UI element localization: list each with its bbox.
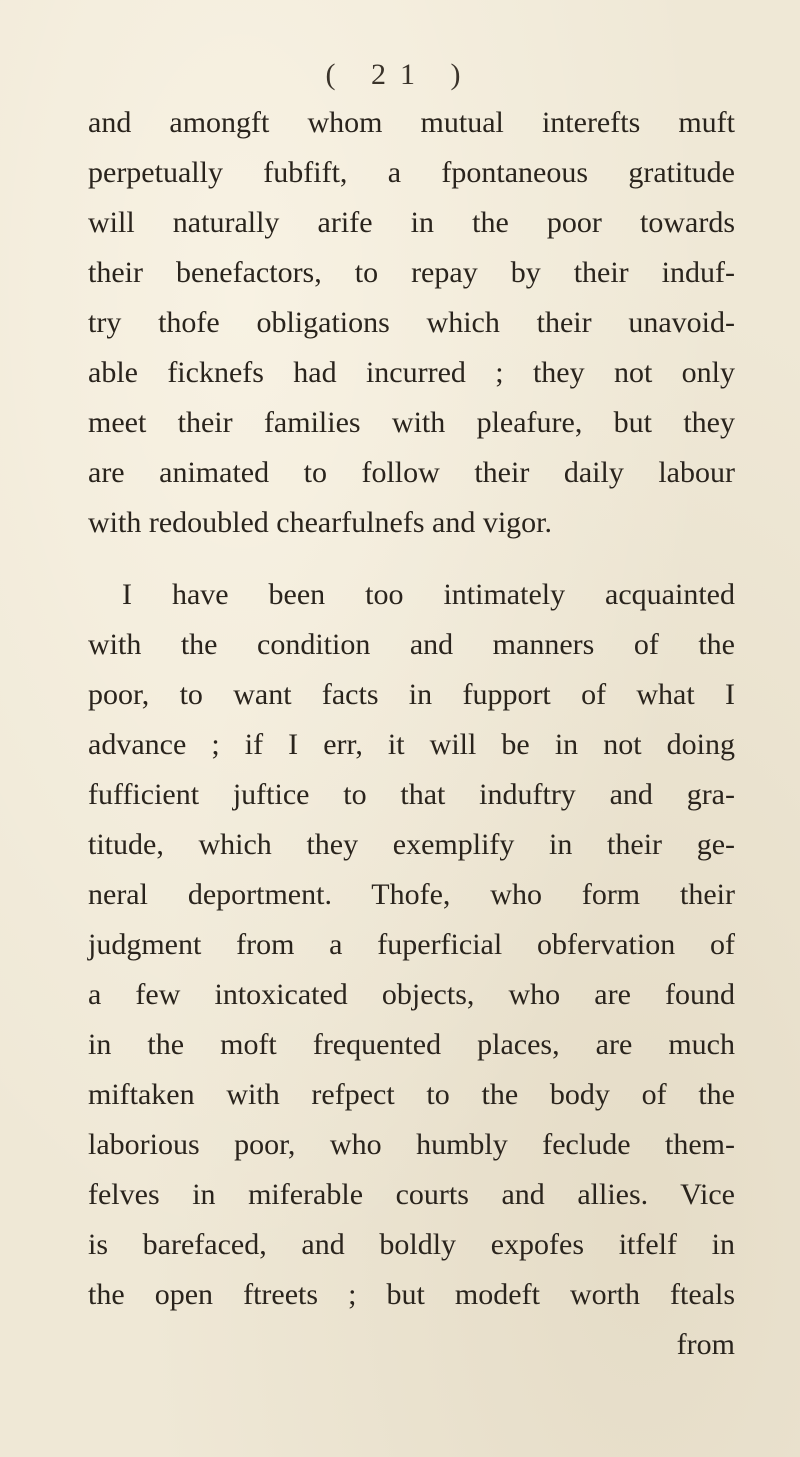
text-line: and amongft whom mutual interefts muft [88, 106, 735, 139]
text-line: judgment from a fuperficial obfervation of [88, 928, 735, 961]
text-line: able ficknefs had incurred ; they not only [88, 356, 735, 389]
text-line: felves in miferable courts and allies. Vice [88, 1178, 735, 1211]
text-line: is barefaced, and boldly expofes itfelf in [88, 1228, 735, 1261]
paragraph-2 [88, 570, 735, 1370]
text-line: titude, which they exemplify in their ge- [88, 828, 735, 861]
text-line: poor, to want facts in fupport of what I [88, 678, 735, 711]
text-line: I have been too intimately acquainted [122, 578, 735, 611]
text-line: will naturally arife in the poor towards [88, 206, 735, 239]
text-line: neral deportment. Thofe, who form their [88, 878, 735, 911]
catchword: from [676, 1328, 735, 1361]
text-line: meet their families with pleafure, but they [88, 406, 735, 439]
text-line: are animated to follow their daily labour [88, 456, 735, 489]
text-line: a few intoxicated objects, who are found [88, 978, 735, 1011]
paragraph-1 [88, 98, 735, 548]
text-line: the open ftreets ; but modeft worth fteals [88, 1278, 735, 1311]
text-line: in the moft frequented places, are much [88, 1028, 735, 1061]
page-number: ( 21 ) [325, 58, 475, 91]
text-line: fufficient juftice to that induftry and gra- [88, 778, 735, 811]
text-line: laborious poor, who humbly feclude them- [88, 1128, 735, 1161]
text-line: advance ; if I err, it will be in not doing [88, 728, 735, 761]
text-line: perpetually fubfift, a fpontaneous gratitude [88, 156, 735, 189]
text-line: with redoubled chearfulnefs and vigor. [88, 506, 553, 539]
text-line: their benefactors, to repay by their induf- [88, 256, 735, 289]
text-line: with the condition and manners of the [88, 628, 735, 661]
text-line: miftaken with refpect to the body of the [88, 1078, 735, 1111]
text-line: try thofe obligations which their unavoid- [88, 306, 735, 339]
